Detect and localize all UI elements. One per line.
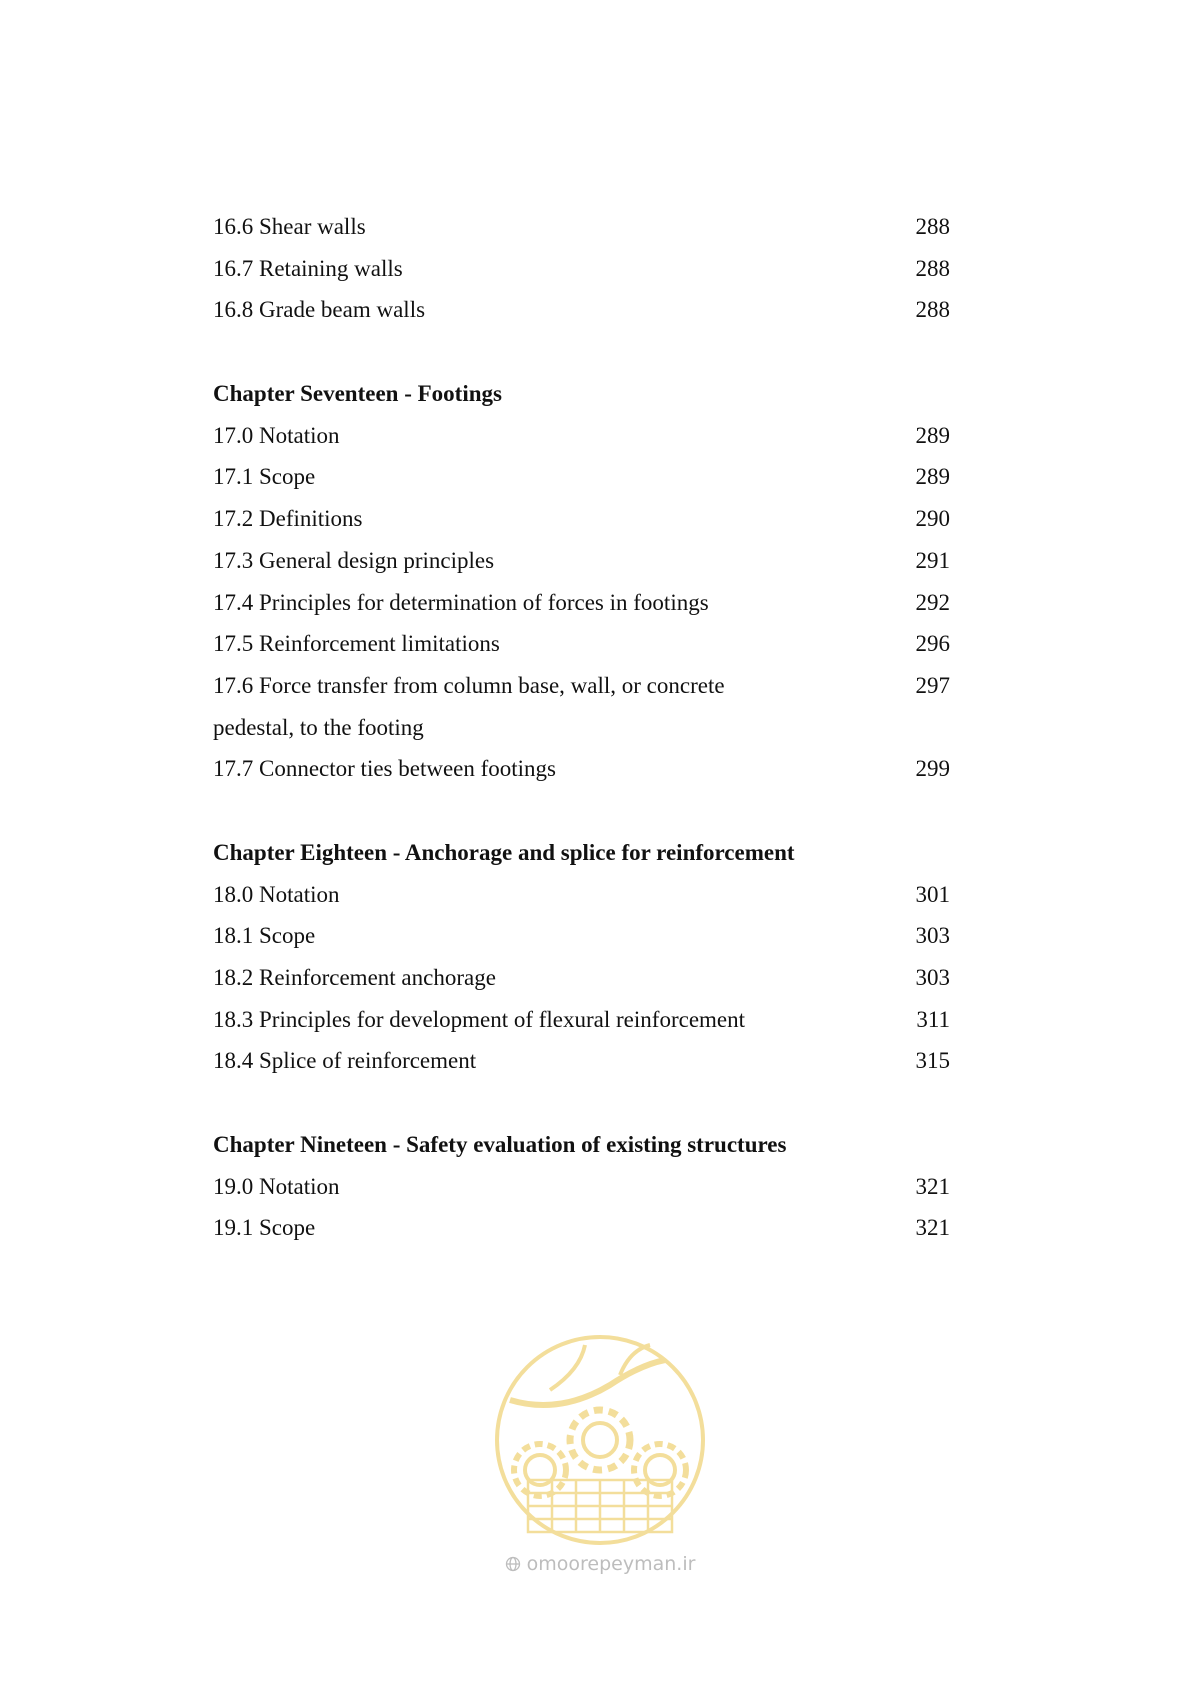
toc-entry[interactable] <box>213 415 953 457</box>
toc-entry-page: 315 <box>915 1048 950 1074</box>
toc-entry-label: 18.2 Reinforcement anchorage <box>213 965 496 990</box>
toc-entry-label: 18.1 Scope <box>213 923 316 949</box>
toc-section <box>213 1124 953 1249</box>
toc-section <box>213 832 953 1082</box>
toc-entry[interactable] <box>213 623 953 665</box>
toc-entry-label: 16.8 Grade beam walls <box>213 297 426 323</box>
watermark-url <box>490 1553 710 1575</box>
toc-entry-page: 289 <box>915 464 950 490</box>
toc-section <box>213 373 953 790</box>
toc-entry-label: 16.7 Retaining walls <box>213 255 403 281</box>
toc-entry-page: 296 <box>915 631 950 657</box>
toc-entry-continuation <box>213 707 953 749</box>
toc-entry-label: 17.6 Force transfer from column base, wall, or concrete <box>213 672 725 698</box>
toc-entry[interactable] <box>213 665 953 707</box>
toc-entry-label: 18.4 Splice of reinforcement <box>213 1048 477 1074</box>
toc-entry-label: 18.0 Notation <box>213 881 340 907</box>
toc-entry[interactable] <box>213 874 953 916</box>
toc-entry-page: 321 <box>915 1215 950 1241</box>
toc-entry[interactable] <box>213 289 953 331</box>
chapter-heading: Chapter Nineteen - Safety evaluation of existing structures <box>213 1132 787 1158</box>
toc-entry[interactable] <box>213 540 953 582</box>
toc-entry[interactable] <box>213 248 953 290</box>
toc-entry-page: 292 <box>915 589 950 615</box>
toc-entry[interactable] <box>213 498 953 540</box>
toc-entry[interactable] <box>213 915 953 957</box>
toc-entry-page: 289 <box>915 422 950 448</box>
chapter-heading: Chapter Seventeen - Footings <box>213 381 502 407</box>
toc-entry-label: 17.4 Principles for determination of forces in footings <box>213 589 709 615</box>
toc-entry-page: 288 <box>915 214 950 239</box>
toc-entry-label: 19.0 Notation <box>213 1173 340 1199</box>
toc-entry-page: 291 <box>915 547 950 573</box>
toc-entry-page: 290 <box>915 506 950 532</box>
section-gap <box>213 331 953 373</box>
table-of-contents <box>213 206 953 1249</box>
toc-entry-label: 19.1 Scope <box>213 1215 316 1241</box>
globe-icon <box>505 1556 521 1572</box>
toc-entry-page: 297 <box>915 672 950 698</box>
toc-entry[interactable] <box>213 748 953 790</box>
toc-entry-page: 288 <box>915 297 950 323</box>
toc-entry[interactable] <box>213 1040 953 1082</box>
toc-entry-label: 18.3 Principles for development of flexural reinforcement <box>213 1006 746 1032</box>
toc-entry-page: 321 <box>915 1173 950 1199</box>
toc-entry[interactable] <box>213 206 953 248</box>
section-gap <box>213 790 953 832</box>
toc-entry-page: 301 <box>915 881 950 907</box>
toc-entry[interactable] <box>213 957 953 999</box>
toc-entry-label: 17.3 General design principles <box>213 547 495 573</box>
toc-entry[interactable] <box>213 582 953 624</box>
watermark-logo <box>490 1330 710 1550</box>
toc-entry-page: 311 <box>916 1006 950 1032</box>
toc-entry[interactable] <box>213 456 953 498</box>
toc-entry-label-continued: pedestal, to the footing <box>213 714 424 740</box>
toc-section <box>213 206 953 331</box>
toc-entry[interactable] <box>213 1166 953 1208</box>
toc-entry-label: 17.5 Reinforcement limitations <box>213 631 500 657</box>
toc-entry[interactable] <box>213 1207 953 1249</box>
toc-entry-label: 17.0 Notation <box>213 422 340 448</box>
chapter-heading: Chapter Eighteen - Anchorage and splice for reinforcement <box>213 839 795 865</box>
section-gap <box>213 1082 953 1124</box>
watermark-url-text: omoorepeyman.ir <box>526 1553 696 1575</box>
toc-entry-label: 16.6 Shear walls <box>213 214 366 239</box>
toc-entry-page: 303 <box>915 965 950 990</box>
toc-entry-label: 17.7 Connector ties between footings <box>213 756 557 782</box>
toc-entry-label: 17.2 Definitions <box>213 506 363 532</box>
toc-entry-page: 288 <box>915 255 950 281</box>
toc-entry-label: 17.1 Scope <box>213 464 316 490</box>
toc-entry[interactable] <box>213 999 953 1041</box>
toc-entry-page: 303 <box>915 923 950 949</box>
toc-entry-page: 299 <box>915 756 950 782</box>
